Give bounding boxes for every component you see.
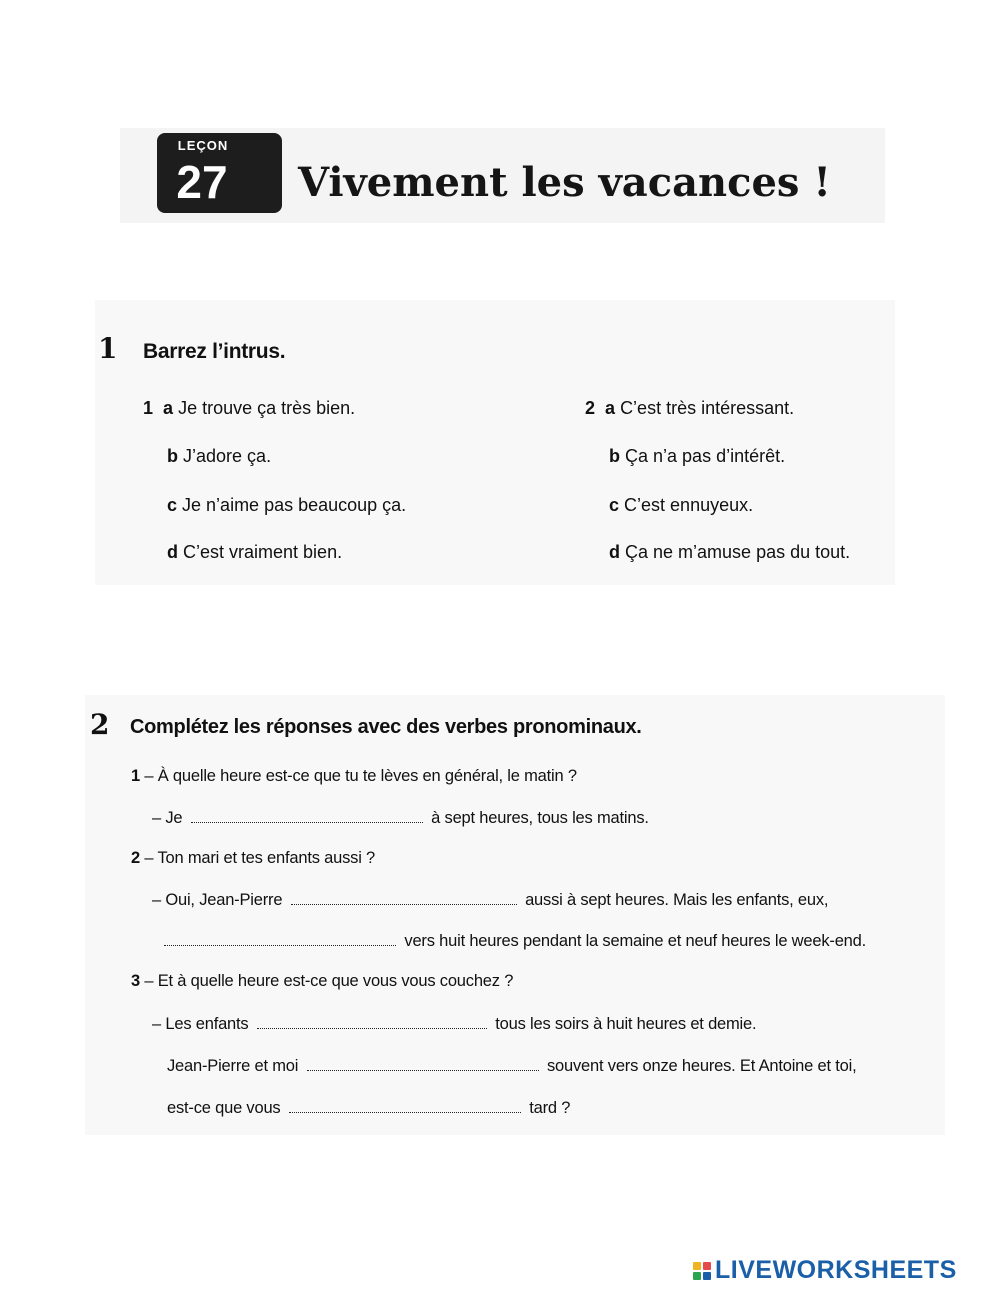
answer-line xyxy=(164,931,866,951)
list-item[interactable] xyxy=(609,446,785,467)
answer-line xyxy=(167,1056,856,1076)
lesson-number: 27 xyxy=(176,156,228,208)
answer-blank[interactable] xyxy=(164,931,396,946)
answer-text: tous les soirs à huit heures et demie. xyxy=(495,1015,757,1033)
exercise-title: Barrez l’intrus. xyxy=(143,340,286,363)
answer-line xyxy=(152,890,828,910)
item-letter: c xyxy=(609,495,620,515)
answer-blank[interactable] xyxy=(257,1014,487,1029)
answer-text: Jean-Pierre et moi xyxy=(167,1057,299,1075)
question-text: – Ton mari et tes enfants aussi ? xyxy=(144,849,376,867)
answer-text: – Oui, Jean-Pierre xyxy=(152,891,283,909)
item-letter: b xyxy=(167,446,178,466)
answer-text: souvent vers onze heures. Et Antoine et toi, xyxy=(547,1057,857,1075)
item-letter: a xyxy=(605,398,616,418)
logo-grid-icon xyxy=(693,1262,711,1280)
item-text: Je n’aime pas beaucoup ça. xyxy=(182,495,407,515)
item-text: J’adore ça. xyxy=(183,446,272,466)
question-line xyxy=(131,849,375,868)
liveworksheets-logo xyxy=(693,1256,957,1285)
page-title: Vivement les vacances ! xyxy=(298,159,831,206)
item-letter: a xyxy=(163,398,174,418)
list-item[interactable] xyxy=(143,398,355,419)
answer-text: à sept heures, tous les matins. xyxy=(431,809,649,827)
answer-blank[interactable] xyxy=(291,890,517,905)
question-text: – À quelle heure est-ce que tu te lèves en général, le matin ? xyxy=(144,767,577,785)
question-line xyxy=(131,767,577,786)
answer-text: est-ce que vous xyxy=(167,1099,281,1117)
item-text: Ça n’a pas d’intérêt. xyxy=(625,446,786,466)
list-item[interactable] xyxy=(609,495,753,516)
answer-blank[interactable] xyxy=(307,1056,539,1071)
exercise-number: 1 xyxy=(98,332,118,365)
question-number: 2 xyxy=(131,849,140,867)
list-item[interactable] xyxy=(609,542,850,563)
answer-line xyxy=(152,1014,756,1034)
answer-text: – Je xyxy=(152,809,183,827)
question-number: 1 xyxy=(131,767,140,785)
lesson-label: LEÇON xyxy=(177,138,229,153)
question-number: 3 xyxy=(131,972,140,990)
item-letter: d xyxy=(609,542,620,562)
answer-line xyxy=(152,808,649,828)
list-item[interactable] xyxy=(167,495,406,516)
answer-line xyxy=(167,1098,570,1118)
question-text: – Et à quelle heure est-ce que vous vous couchez ? xyxy=(144,972,514,990)
logo-text: LIVEWORKSHEETS xyxy=(715,1256,957,1284)
item-text: Ça ne m’amuse pas du tout. xyxy=(625,542,851,562)
answer-text: vers huit heures pendant la semaine et neuf heures le week-end. xyxy=(404,932,867,950)
list-item[interactable] xyxy=(167,542,342,563)
exercise-title: Complétez les réponses avec des verbes pronominaux. xyxy=(130,716,642,738)
item-letter: d xyxy=(167,542,178,562)
group-number: 1 xyxy=(143,398,154,418)
exercise-number: 2 xyxy=(90,708,110,741)
group-number: 2 xyxy=(585,398,596,418)
item-text: C’est ennuyeux. xyxy=(624,495,754,515)
answer-blank[interactable] xyxy=(191,808,423,823)
answer-text: aussi à sept heures. Mais les enfants, eux, xyxy=(525,891,829,909)
list-item[interactable] xyxy=(167,446,271,467)
list-item[interactable] xyxy=(585,398,794,419)
question-line xyxy=(131,972,513,991)
answer-blank[interactable] xyxy=(289,1098,521,1113)
answer-text: – Les enfants xyxy=(152,1015,249,1033)
item-text: C’est très intéressant. xyxy=(620,398,795,418)
item-letter: b xyxy=(609,446,620,466)
item-text: C’est vraiment bien. xyxy=(183,542,343,562)
item-letter: c xyxy=(167,495,178,515)
answer-text: tard ? xyxy=(529,1099,571,1117)
item-text: Je trouve ça très bien. xyxy=(178,398,356,418)
